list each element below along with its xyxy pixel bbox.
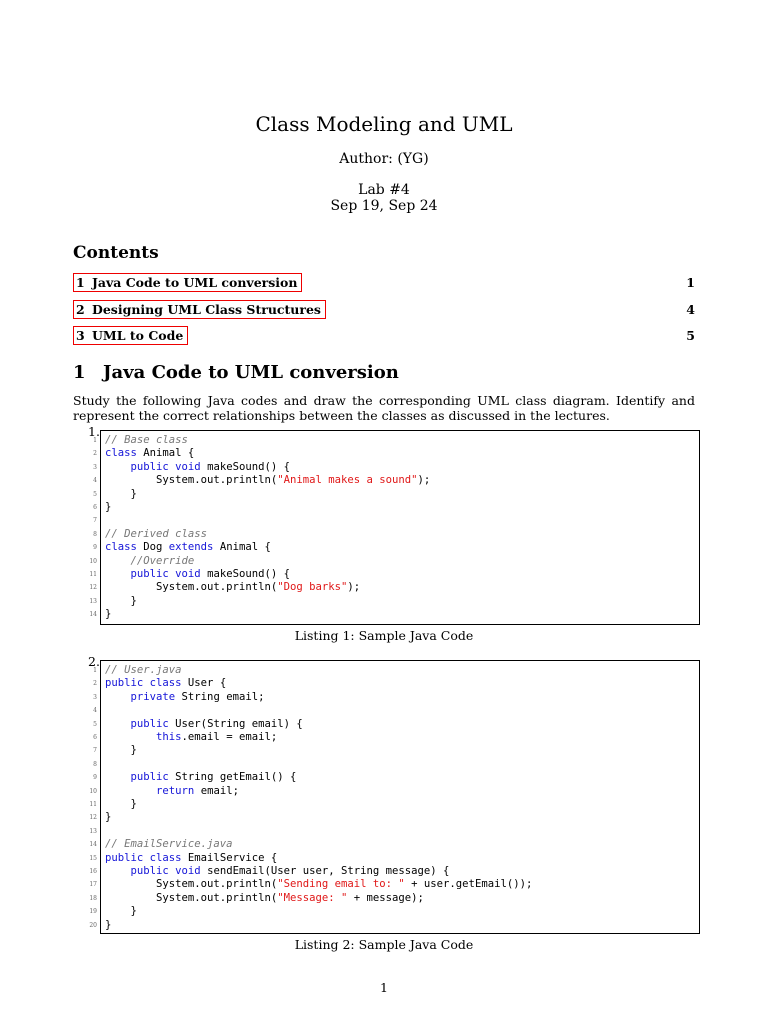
code-text: public class User { xyxy=(105,677,227,690)
line-number: 6 xyxy=(93,504,97,511)
toc-page-number: 4 xyxy=(686,302,695,317)
line-number: 4 xyxy=(93,477,97,485)
code-listing xyxy=(89,430,700,625)
line-number: 14 xyxy=(89,611,97,619)
line-number: 17 xyxy=(89,881,97,889)
code-text: class Animal { xyxy=(105,447,195,460)
toc-number: 3 xyxy=(76,328,85,343)
line-number: 6 xyxy=(93,734,97,741)
code-text: } xyxy=(105,744,137,757)
code-text: private String email; xyxy=(130,690,265,703)
line-number: 19 xyxy=(89,908,97,916)
code-text: System.out.println("Dog barks"); xyxy=(105,581,361,594)
line-number: 5 xyxy=(93,490,97,498)
toc-page-number: 1 xyxy=(686,275,695,290)
code-text: } xyxy=(105,905,137,918)
code-text: public String getEmail() { xyxy=(130,771,297,784)
toc-page-number: 5 xyxy=(686,328,695,343)
code-text: // EmailService.java xyxy=(105,838,233,851)
lab-dates: Sep 19, Sep 24 xyxy=(330,198,438,214)
code-text: public void makeSound() { xyxy=(130,460,290,473)
line-number: 2 xyxy=(93,680,97,688)
line-number: 16 xyxy=(89,868,97,875)
code-text: // User.java xyxy=(105,664,182,676)
code-text: public void sendEmail(User user, String message) { xyxy=(130,865,450,877)
line-number: 5 xyxy=(93,720,97,728)
line-number: 9 xyxy=(93,774,97,782)
enum-label: 2. xyxy=(88,654,100,669)
lab-number: Lab #4 xyxy=(358,182,410,198)
code-text: } xyxy=(105,798,137,810)
code-text: public User(String email) { xyxy=(130,717,303,730)
toc-link[interactable] xyxy=(73,273,302,292)
line-number: 20 xyxy=(89,921,97,929)
line-number: 2 xyxy=(93,450,97,458)
line-number: 1 xyxy=(93,667,97,674)
toc-entry[interactable] xyxy=(73,326,695,345)
line-number: 1 xyxy=(93,437,97,444)
lab-info xyxy=(0,182,768,214)
toc-label: Designing UML Class Structures xyxy=(92,302,321,317)
toc-entry[interactable] xyxy=(73,273,695,292)
code-text: class Dog extends Animal { xyxy=(105,541,271,554)
line-number: 13 xyxy=(89,597,97,605)
contents-heading: Contents xyxy=(73,243,159,263)
code-text: // Derived class xyxy=(105,527,208,540)
code-text: System.out.println("Animal makes a sound"); xyxy=(105,474,431,487)
code-listing xyxy=(89,660,700,934)
code-text: System.out.println("Sending email to: " + user.getEmail()); xyxy=(105,878,533,891)
code-text: } xyxy=(105,608,112,621)
section-title: Java Code to UML conversion xyxy=(103,362,399,383)
code-text: //Override xyxy=(130,554,195,567)
line-number: 13 xyxy=(89,827,97,835)
code-text: public void makeSound() { xyxy=(130,568,290,580)
code-text: return email; xyxy=(156,784,239,797)
listing-caption: Listing 1: Sample Java Code xyxy=(294,628,474,643)
code-text: // Base class xyxy=(105,434,188,446)
code-text: this.email = email; xyxy=(156,731,278,743)
enum-label: 1. xyxy=(88,424,100,439)
listing-caption: Listing 2: Sample Java Code xyxy=(294,937,474,952)
line-number: 3 xyxy=(93,693,97,701)
toc-label: Java Code to UML conversion xyxy=(92,275,298,290)
line-number: 14 xyxy=(89,841,97,849)
toc-number: 2 xyxy=(76,302,85,317)
toc-link[interactable] xyxy=(73,300,326,319)
line-number: 12 xyxy=(89,584,97,592)
line-number: 9 xyxy=(93,544,97,552)
code-text: } xyxy=(105,594,137,607)
section-heading xyxy=(73,362,399,383)
line-number: 15 xyxy=(89,854,97,862)
line-number: 18 xyxy=(89,894,97,902)
line-number: 4 xyxy=(93,707,97,715)
toc-entry[interactable] xyxy=(73,300,695,319)
line-number: 7 xyxy=(93,747,97,755)
line-number: 3 xyxy=(93,463,97,471)
line-number: 7 xyxy=(93,517,97,525)
toc-label: UML to Code xyxy=(92,328,184,343)
line-number: 8 xyxy=(93,530,97,538)
page-number: 1 xyxy=(380,980,388,995)
code-text: public class EmailService { xyxy=(105,851,278,864)
line-number: 8 xyxy=(93,760,97,768)
line-number: 12 xyxy=(89,814,97,822)
document-title: Class Modeling and UML xyxy=(255,112,513,136)
code-text: } xyxy=(105,811,112,824)
line-number: 11 xyxy=(89,571,97,578)
section-number: 1 xyxy=(73,362,86,383)
line-number: 10 xyxy=(89,787,97,795)
line-number: 10 xyxy=(89,557,97,565)
code-text: System.out.println("Message: " + message); xyxy=(105,891,424,904)
code-text: } xyxy=(105,487,137,500)
line-number: 11 xyxy=(89,801,97,808)
section-intro: Study the following Java codes and draw the corresponding UML class diagram. Identify and represent the correct relationships between the classes as discussed in the lectures. xyxy=(73,393,695,423)
toc-link[interactable] xyxy=(73,326,188,345)
code-text: } xyxy=(105,501,112,513)
code-text: } xyxy=(105,918,112,931)
toc-number: 1 xyxy=(76,275,85,290)
author-line: Author: (YG) xyxy=(339,151,429,167)
